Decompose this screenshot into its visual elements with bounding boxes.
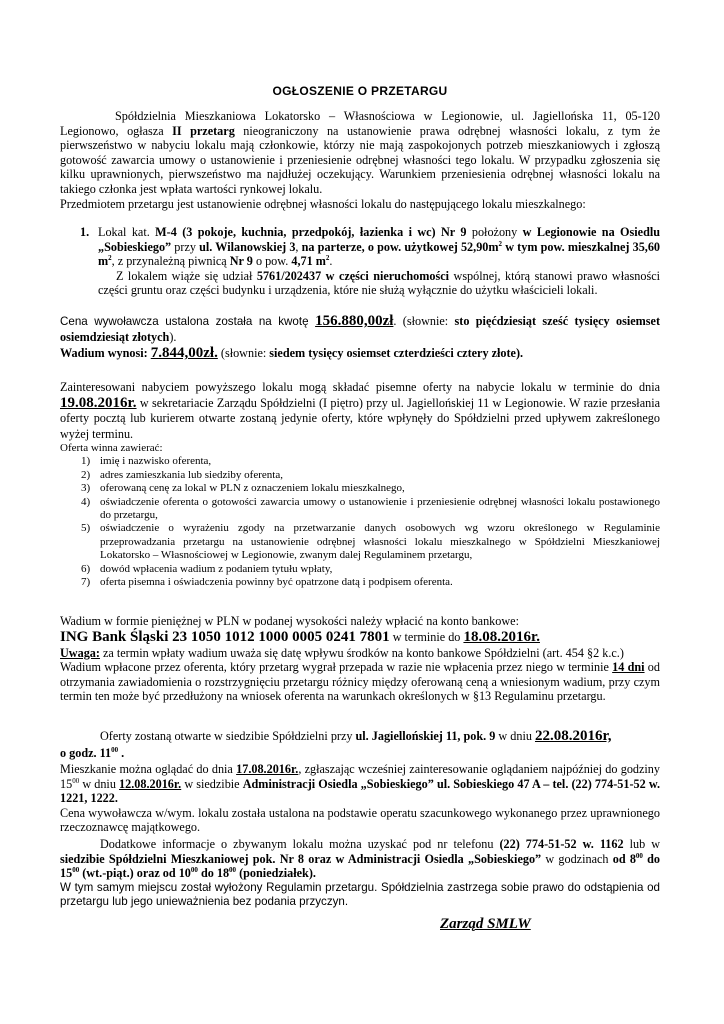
unit-text-l: o pow. [252,254,292,269]
viewing-time-sup: 00 [72,776,80,785]
offer-item-number: 4) [81,495,91,508]
opening-time [60,746,124,760]
offer-item-number: 3) [81,482,91,495]
unit-text-e: przy [171,239,200,254]
deposit-words: siedem tysięcy osiemset czterdzieści cztery złote). [269,346,524,360]
hours-sup-4: 00 [229,866,237,875]
info-paragraph [60,837,660,881]
hours-sup-2: 00 [72,866,80,875]
info-text-a: Dodatkowe informacje o zbywanym lokalu można uzyskać pod nr telefonu [100,837,500,851]
opening-date: 22.08.2016r, [534,728,612,744]
info-section [60,837,660,910]
valuation-paragraph: Cena wywoławcza w/wym. lokalu została ustalona na podstawie operatu szacunkowego wykonanego przez uprawnionego rzeczoznawcę majątkowego. [60,805,660,835]
unit-text-j: , z przynależną piwnicą [111,254,230,269]
opening-address: ul. Jagiellońskiej 11, pok. 9 [355,729,496,743]
payment-intro: Wadium w formie pieniężnej w PLN w podanej wysokości należy wpłacić na konto bankowe: [60,614,519,628]
offer-item-text: oświadczenie o wyrażeniu zgody na przetwarzanie danych osobowych wg wzoru określonego w Regulaminie przeprowadzania przetargu na ustanowienie odrębnej własności lokalu mieszkalnego w Spółdzielni Mieszkaniowej Lokatorsko – Własnościowej w Legionowie, zwanym dalej Regulaminem przetargu, [100,522,660,562]
offer-item-number: 2) [81,468,91,481]
share-paragraph [98,269,660,298]
opening-time-end: . [118,746,125,760]
offer-item-text: dowód wpłacenia wadium z podaniem tytułu wpłaty, [100,562,333,575]
offers-section [60,380,660,589]
hours-sup-3: 00 [190,866,198,875]
offer-item [60,522,660,562]
cellar-area [291,254,329,268]
note-label: Uwaga: [60,645,100,660]
info-phone: (22) 774-51-52 w. 1162 [499,837,624,851]
payment-deadline: 18.08.2016r. [463,628,540,645]
viewing-paragraph [60,762,660,806]
cellar-area-sup: 2 [325,254,330,263]
unit-location: w Legionowie na Osiedlu „Sobieskiego” [98,225,661,254]
bank-account: ING Bank Śląski 23 1050 1012 1000 0005 0241 7801 [60,628,390,645]
page-title: OGŁOSZENIE O PRZETARGU [272,84,448,98]
price-text-c: ). [169,329,177,344]
offer-item-text: imię i nazwisko oferenta, [100,455,212,468]
bank-line [60,629,660,646]
intro-section [60,109,660,211]
bank-text-b: w terminie do [389,629,464,644]
unit-description [60,225,660,298]
share-text-c: wspólnej, którą stanowi prawo własności części gruntu oraz części budynku i urządzenia, które nie służą wyłącznie do użytku właścicieli lokali. [98,268,660,298]
cellar-number: Nr 9 [229,254,253,269]
offers-deadline: 19.08.2016r. [60,394,137,411]
opening-time-sup: 00 [111,745,119,754]
forfeit-text-a: Wadium wpłacone przez oferenta, który przetarg wygrał przepada w razie nie wpłacenia przez niego w terminie [60,660,613,675]
rules-paragraph: W tym samym miejscu został wyłożony Regulamin przetargu. Spółdzielnia zastrzega sobie prawo do odstąpienia od przetargu lub jego unieważnienia bez podania przyczyn. [60,880,660,909]
unit-text-c: położony [466,225,523,239]
viewing-text-c: w dniu [79,776,120,791]
unit-living-area: w tym pow. mieszkalnej 35,60 m [98,239,661,269]
viewing-notice-date: 12.08.2016r. [119,776,182,791]
offers-paragraph [60,380,660,442]
deposit-text-d: (słownie: [217,346,270,360]
offer-item-text: adres zamieszkania lub siedziby oferenta, [100,468,283,481]
cellar-area-text: 4,71 m [291,254,326,269]
info-text-c: w godzinach [541,851,613,866]
offer-item-number: 5) [81,522,91,535]
payment-section [60,614,660,704]
offers-text-a: Zainteresowani nabyciem powyższego lokalu mogą składać pisemne oferty na nabycie lokalu w terminie do dnia [60,380,660,394]
opening-time-text: o godz. 11 [60,746,112,760]
hours-part-3: (wt.-piąt.) oraz od 10 [79,866,191,881]
info-text-b: lub w [623,837,660,851]
opening-paragraph [60,728,660,762]
offer-item [60,482,660,495]
forfeit-days: 14 dni [612,660,645,675]
offer-item-text: oferta pisemna i oświadczenia powinny być opatrzone datą i podpisem oferenta. [100,576,453,589]
unit-street: ul. Wilanowskiej 3 [199,239,296,254]
viewing-section [60,762,660,835]
signature: Zarząd SMLW [440,916,531,932]
hours-part-4: do 18 [197,866,230,881]
offer-item-text: oferowaną cenę za lokal w PLN z oznaczeniem lokalu mieszkalnego, [100,482,405,495]
unit-area-text: na parterze, o pow. użytkowej 52,90m [301,239,499,254]
forfeit-text-b: od otrzymania zawiadomienia o rozstrzygnięciu przetargu różnicy między oferowaną ceną a wniesionym wadium, przy czym termin ten może być przedłużony na wniosek oferenta na warunkach określonych w §13 Regulaminu przetargu. [60,660,660,704]
unit-number: 1. [80,225,90,239]
opening-section [60,728,660,762]
price-amount: 156.880,00zł [315,313,394,329]
offer-item [60,496,660,523]
price-section [60,314,660,362]
unit-item [60,225,660,298]
deposit-amount: 7.844,00zł. [150,345,218,361]
note-line [60,646,660,661]
price-label: Cena wywoławcza ustalona została na kwotę [60,315,316,328]
hours-part-1: od 8 [612,851,636,866]
deposit-label: Wadium wynosi: [60,346,151,360]
hours-part-5: (poniedziałek). [236,866,316,881]
tender-number: II przetarg [172,123,235,138]
price-paragraph [60,314,660,345]
offer-item [60,576,660,589]
info-office: siedzibie Spółdzielni Mieszkaniowej pok. Nr 8 oraz w Administracji Osiedla „Sobieskiego” [60,851,542,866]
intro-text-cont: nieograniczony na ustanowienie prawa odrębnej własności lokalu, z tym że pierwszeństwo w nabyciu lokalu mają członkowie, którzy nie mają zaspokojonych potrzeb mieszkaniowych i zgłoszą gotowość zawarcia umowy o ustanowienie i przeniesienie odrębnej własności tego lokalu. W przypadku zgłoszenia się kilku uprawnionych, pierwszeństwo ma najdłużej oczekujący. Warunkiem przeniesienia odrębnej własności lokalu na takiego członka jest wpłata wartości rynkowej lokalu. [60,123,661,196]
price-words: sto pięćdziesiąt sześć tysięcy osiemset osiemdziesiąt złotych [60,314,660,344]
offer-item [60,563,660,576]
offer-item [60,455,660,468]
intro-text: Spółdzielnia Mieszkaniowa Lokatorsko – Własnościowa w Legionowie, ul. Jagiellońska 11, 05-120 Legionowo, ogłasza [60,109,660,138]
viewing-text-d: w siedzibie [181,776,243,791]
opening-text-b: w dniu [495,729,535,743]
administration-address: Administracji Osiedla „Sobieskiego” ul. Sobieskiego 47 A – tel. (22) 774-51-52 w. 1221, 1222. [60,776,660,806]
price-text-b: . (słownie: [393,314,455,328]
unit-area-sup: 2 [498,239,503,248]
offer-item [60,469,660,482]
unit-text-a: Lokal kat. [98,225,156,239]
viewing-text-a: Mieszkanie można oglądać do dnia [60,762,237,776]
intro-paragraph [60,109,660,197]
unit-type: M-4 (3 pokoje, kuchnia, przedpokój, łazienka i wc) Nr 9 [155,225,467,239]
offer-contents-label: Oferta winna zawierać: [60,442,163,454]
unit-details [98,225,660,269]
share-text-a: Z lokalem wiąże się udział [116,268,257,283]
unit-text-n: . [329,254,333,269]
viewing-deadline: 17.08.2016r. [236,762,299,776]
offer-contents-list [60,455,660,589]
hours-part-2: do 15 [60,851,661,881]
deposit-paragraph [60,345,660,362]
forfeit-paragraph [60,660,660,704]
viewing-text-b: , zgłaszając wcześniej zainteresowanie oglądaniem najpóźniej do godziny 15 [60,762,660,791]
hours-sup-1: 00 [635,851,643,860]
unit-living-sup: 2 [108,254,112,263]
opening-text-a: Oferty zostaną otwarte w siedzibie Spółdzielni przy [100,729,356,743]
offer-item-number: 1) [81,455,91,468]
offer-item-number: 6) [81,562,91,575]
share-value: 5761/202437 w części nieruchomości [256,268,450,283]
offer-item-number: 7) [81,576,91,589]
subject-line: Przedmiotem przetargu jest ustanowienie odrębnej własności lokalu do następującego lokalu mieszkalnego: [60,196,586,211]
offer-item-text: oświadczenie oferenta o gotowości zawarcia umowy o ustanowienie i przeniesienie odrębnej własności lokalu postawionego do przetargu, [100,495,660,522]
note-text: za termin wpłaty wadium uważa się datę wpływu środków na konto bankowe Spółdzielni (art. 454 §2 k.c.) [99,645,624,660]
unit-text-g: , [295,239,302,254]
offers-text-b: w sekretariacie Zarządu Spółdzielni (I piętro) przy ul. Jagiellońskiej 11 w Legionowie. W razie przesłania oferty pocztą lub kurierem otwarte zostaną jedynie oferty, które wpłynęły do Spółdzielni przed upływem zakreślonego wyżej terminu. [60,395,660,441]
